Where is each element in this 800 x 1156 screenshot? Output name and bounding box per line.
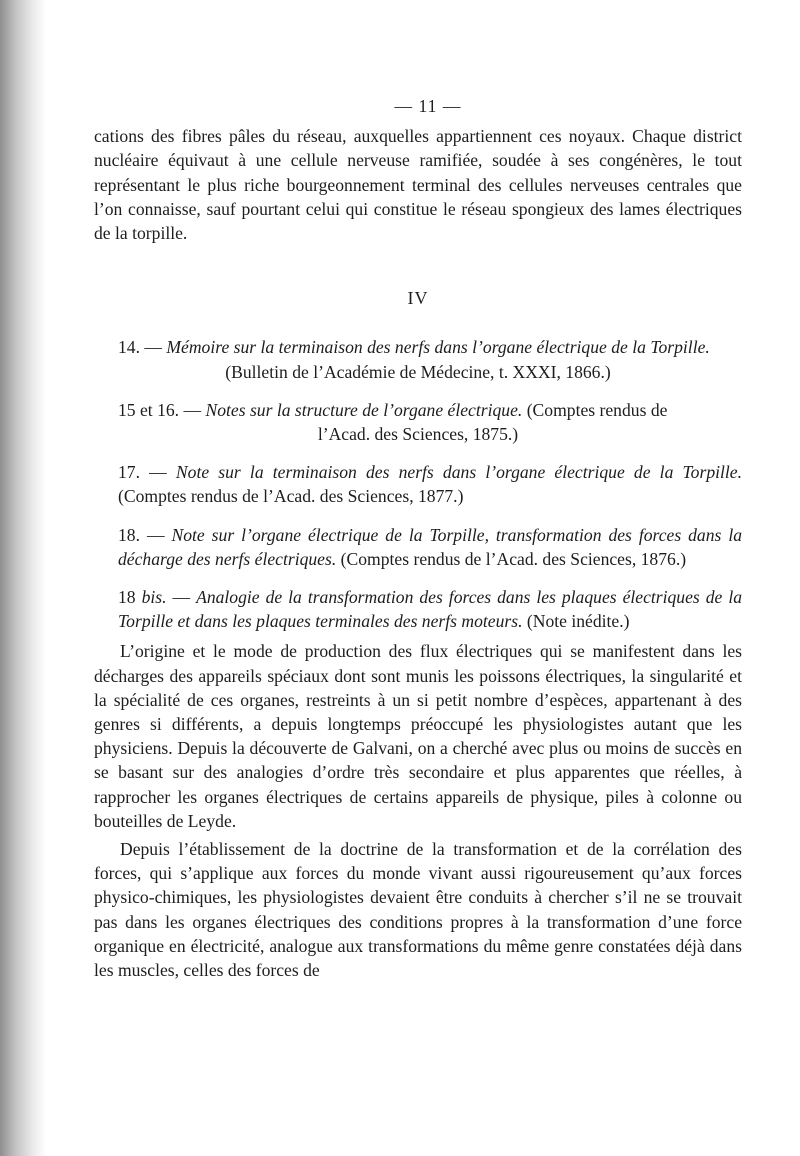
entry-number: 18 [118,587,136,608]
bibliography-entry: 17. — Note sur la terminaison des nerfs dans l’organe électrique de la Torpille. (Comptes rendus de l’Acad. des Sciences, 1877.) [118,462,742,507]
entry-source: (Comptes rendus de l’Acad. des Sciences, 1877.) [118,486,464,507]
entry-number-suffix: bis. [141,587,167,608]
entry-source: (Note inédite.) [526,611,630,632]
page-edge-shadow [0,0,46,1156]
intro-paragraph: cations des fibres pâles du réseau, auxquelles appartiennent ces noyaux. Chaque district nucléaire équivaut à une cellule nerveuse ramifiée, soudée à ses congénères, le tout représentant le plus riche bourgeonnement terminal des cellules nerveuses centrales que l’on connaisse, sauf pourtant celui qui constitue le réseau spongieux des lames électriques de la torpille. [94,126,742,244]
entry-number: 14. [118,337,140,358]
entry-number: 17. [118,462,140,483]
bibliography-entry: 15 et 16. — Notes sur la structure de l’organe électrique. (Comptes rendus de l’Acad. des Sciences, 1875.) [94,398,742,446]
bibliography-entry: 18. — Note sur l’organe électrique de la Torpille, transformation des forces dans la décharge des nerfs électriques. (Comptes rendus de l’Acad. des Sciences, 1876.) [118,524,743,569]
entry-number: 18. [118,524,140,545]
entry-title: Note sur la terminaison des nerfs dans l’organe électrique de la Torpille. [175,462,742,483]
page-number: — 11 — [394,96,462,116]
bibliography-entry: 18 bis. — Analogie de la transformation des forces dans les plaques électriques de la Torpille et dans les plaques terminales des nerfs moteurs. (Note inédite.) [118,587,743,632]
entry-title: Note sur l’organe électrique de la Torpille, transformation des forces dans la décharge des nerfs électriques. [118,524,743,569]
entry-source: (Bulletin de l’Académie de Médecine, t. XXXI, 1866.) [225,361,611,382]
entry-title: Notes sur la structure de l’organe électrique. [205,399,523,420]
bibliography-entry: 14. — Mémoire sur la terminaison des nerfs dans l’organe électrique de la Torpille. (Bulletin de l’Académie de Médecine, t. XXXI, 1866.) [94,335,742,383]
entry-source: (Comptes rendus de l’Acad. des Sciences, 1876.) [340,548,687,569]
entry-number: 15 et 16. [118,399,180,420]
entry-source: (Comptes rendus de [526,399,668,420]
body-paragraph: L’origine et le mode de production des flux électriques qui se manifestent dans les décharges des appareils spéciaux dont sont munis les poissons électriques, la singularité et la spécialité de ces organes, restreints à un si petit nombre d’espèces, appartenant à des genres si différents, a depuis longtemps préoccupé les physiologistes autant que les physiciens. Depuis la découverte de Galvani, on a cherché avec plus ou moins de succès en se basant sur des analogies d’ordre très secondaire et plus apparentes que réelles, à rapprocher les organes électriques de certains appareils de physique, piles à colonne ou bouteilles de Leyde. [94,641,742,831]
entry-title: Mémoire sur la terminaison des nerfs dans l’organe électrique de la Torpille. [166,337,710,358]
body-paragraph: Depuis l’établissement de la doctrine de la transformation et de la corrélation des forces, qui s’applique aux forces du monde vivant aussi rigoureusement qu’aux forces physico-chimiques, les physiologistes devaient être conduits à chercher s’il ne se trouvait pas dans les organes électriques des conditions propres à la transformation d’une force organique en électricité, analogue aux transformations du même genre constatées déjà dans les muscles, celles des forces de [94,839,742,981]
section-heading: IV [407,288,429,309]
entry-source-cont: l’Acad. des Sciences, 1875.) [317,424,519,445]
entry-title: Analogie de la transformation des forces dans les plaques électriques de la Torpille et dans les plaques terminales des nerfs moteurs. [118,587,743,632]
document-page [94,94,742,986]
